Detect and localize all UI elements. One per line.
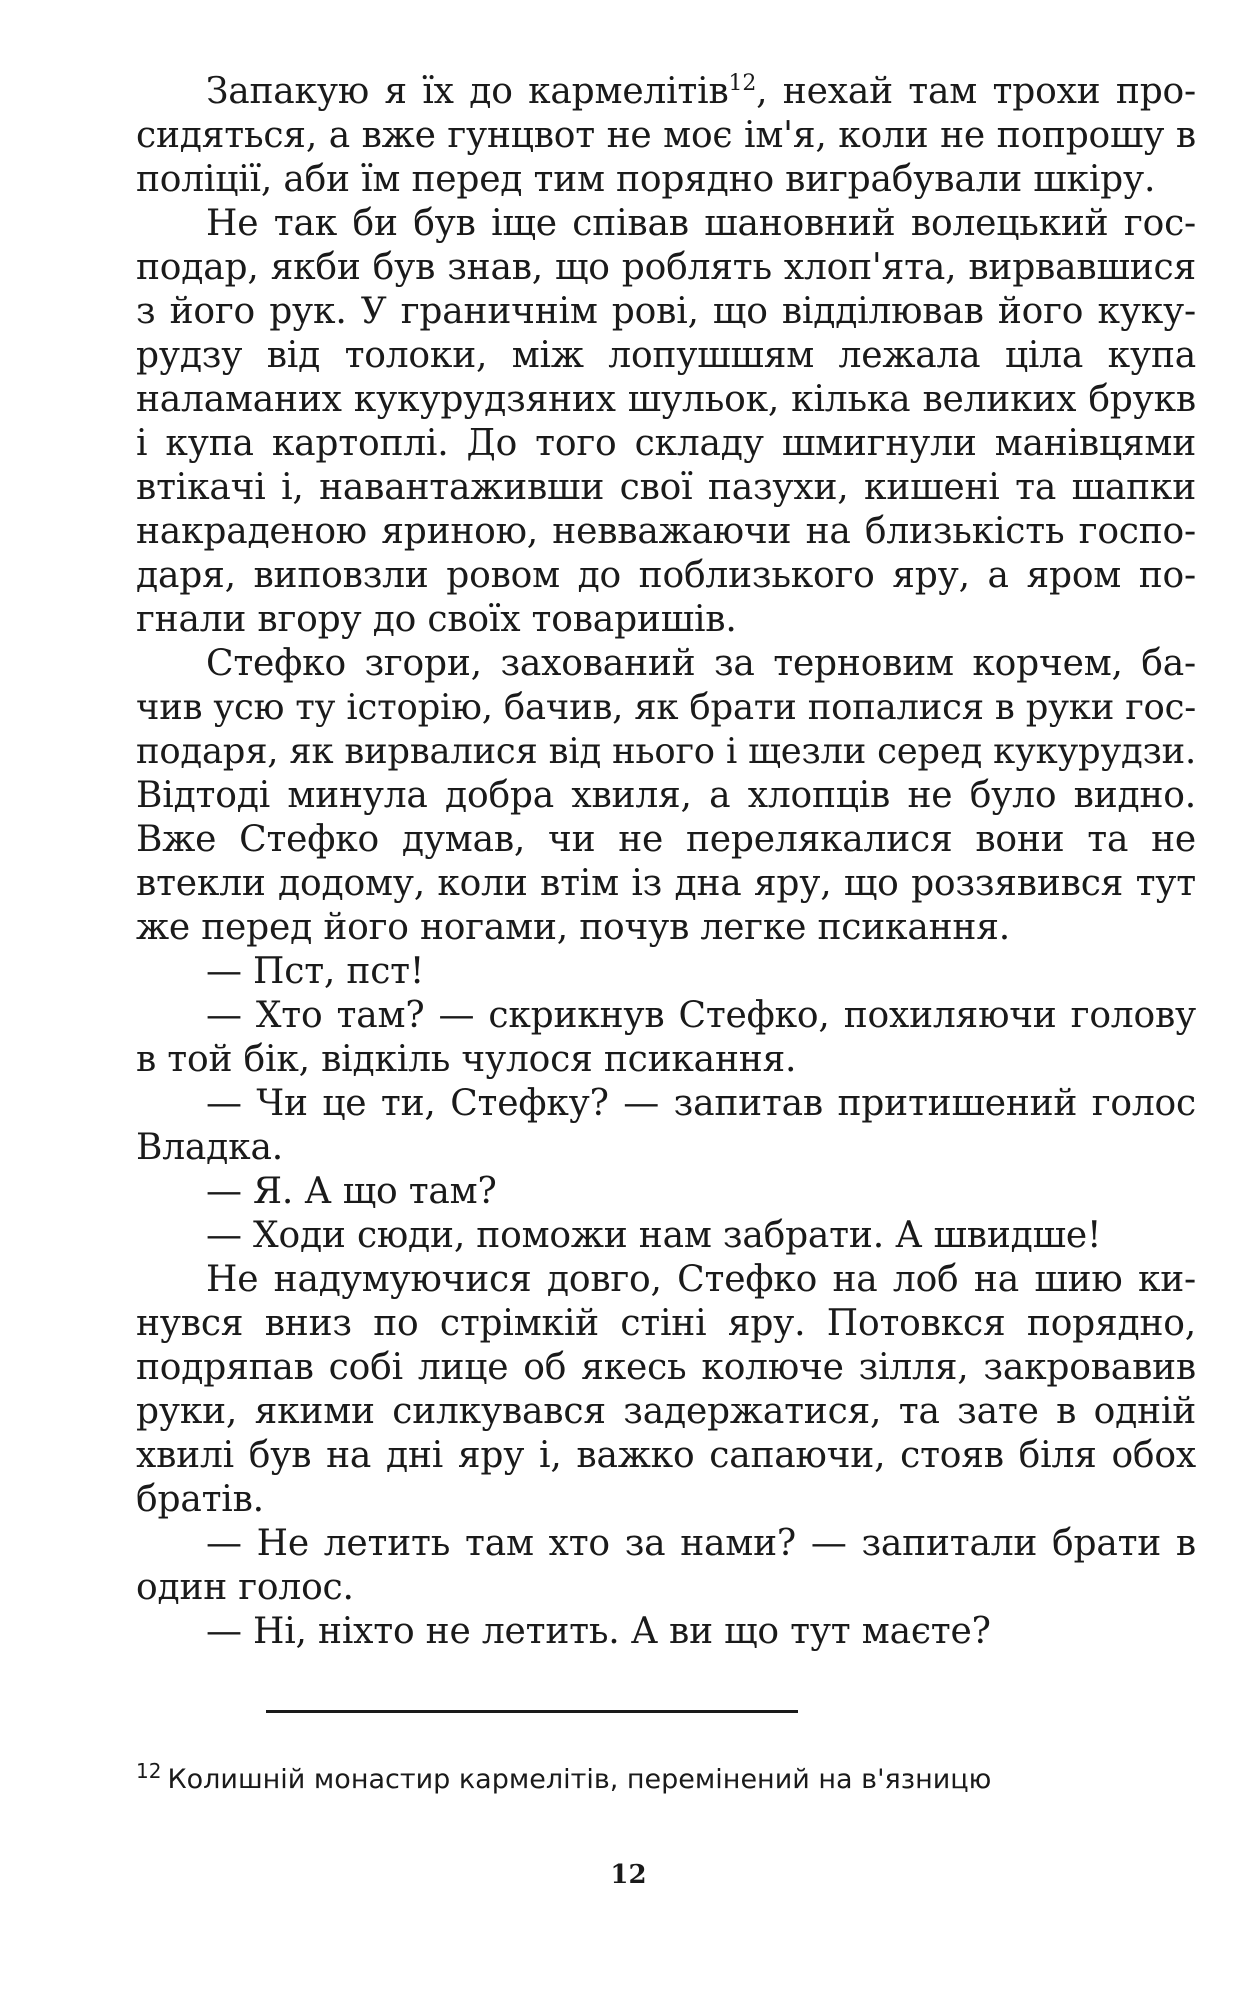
line-text: Не так би був іще співав шановний волецький гос- — [206, 203, 1196, 244]
footnote-text: Колишній монастир кармелітів, перемінений на в'язницю — [167, 1764, 992, 1795]
line-text: подряпав собі лице об якесь колюче зілля, закровавив — [136, 1347, 1196, 1388]
text-line — [136, 1522, 1196, 1566]
text-line — [136, 950, 1196, 994]
line-text: наламаних кукурудзяних шульок, кілька великих брукв — [136, 379, 1196, 420]
text-line — [136, 1302, 1196, 1346]
text-line — [136, 1170, 1196, 1214]
line-text: — Не летить там хто за нами? — запитали брати в — [206, 1523, 1196, 1564]
line-text: поліції, аби їм перед тим порядно виграбували шкіру. — [136, 159, 1156, 200]
line-text: в той бік, відкіль чулося псикання. — [136, 1039, 797, 1080]
text-line — [136, 1038, 1196, 1082]
line-text: втекли додому, коли втім із дна яру, що роззявився тут — [136, 863, 1196, 904]
text-line — [136, 686, 1196, 730]
line-text: — Пст, пст! — [206, 951, 425, 992]
line-text: Вже Стефко думав, чи не перелякалися вони та не — [136, 819, 1196, 860]
text-line — [136, 158, 1196, 202]
text-line — [136, 994, 1196, 1038]
text-line — [136, 774, 1196, 818]
line-text: же перед його ногами, почув легке псикання. — [136, 907, 1010, 948]
text-line — [136, 1434, 1196, 1478]
line-text: — Ні, ніхто не летить. А ви що тут маєте? — [206, 1611, 991, 1652]
line-text: нувся вниз по стрімкій стіні яру. Потовкся порядно, — [136, 1303, 1196, 1344]
text-line — [136, 730, 1196, 774]
footnote — [136, 1759, 1196, 1798]
line-text: хвилі був на дні яру і, важко сапаючи, стояв біля обох — [136, 1435, 1196, 1476]
text-line — [136, 1390, 1196, 1434]
text-line — [136, 818, 1196, 862]
line-text: — Я. А що там? — [206, 1171, 497, 1212]
text-line — [136, 114, 1196, 158]
line-text: рудзу від толоки, між лопушшям лежала ціла купа — [136, 335, 1196, 376]
line-text: з його рук. У граничнім рові, що відділював його куку- — [136, 291, 1196, 332]
line-text: сидяться, а вже гунцвот не моє ім'я, коли не попрошу в — [136, 115, 1196, 156]
text-line — [136, 466, 1196, 510]
line-text: — Хто там? — скрикнув Стефко, похиляючи голову — [206, 995, 1196, 1036]
text-line — [136, 1610, 1196, 1654]
line-text: чив усю ту історію, бачив, як брати попалися в руки гос- — [136, 687, 1196, 728]
text-line — [136, 554, 1196, 598]
text-line — [136, 334, 1196, 378]
line-text: втікачі і, навантаживши свої пазухи, кишені та шапки — [136, 467, 1196, 508]
footnote-number: 12 — [136, 1759, 162, 1783]
line-text: — Чи це ти, Стефку? — запитав притишений голос — [206, 1083, 1196, 1124]
line-text: Стефко згори, захований за терновим корчем, ба- — [206, 643, 1196, 684]
footnote-marker: 12 — [728, 71, 757, 96]
line-text: подар, якби був знав, що роблять хлоп'ята, вирвавшися — [136, 247, 1196, 288]
text-line — [136, 1214, 1196, 1258]
text-line — [136, 422, 1196, 466]
body-text — [136, 70, 1196, 1654]
line-text-continued: , нехай там трохи про- — [756, 71, 1196, 112]
text-line — [136, 1126, 1196, 1170]
line-text: і купа картоплі. До того складу шмигнули манівцями — [136, 423, 1196, 464]
line-text: братів. — [136, 1479, 264, 1520]
text-line — [136, 70, 1196, 114]
text-line — [136, 1258, 1196, 1302]
line-text: — Ходи сюди, поможи нам забрати. А швидше! — [206, 1215, 1102, 1256]
line-text: Відтоді минула добра хвиля, а хлопців не було видно. — [136, 775, 1196, 816]
text-line — [136, 1566, 1196, 1610]
text-line — [136, 510, 1196, 554]
text-line — [136, 642, 1196, 686]
line-text: гнали вгору до своїх товаришів. — [136, 599, 737, 640]
line-text: один голос. — [136, 1567, 354, 1608]
line-text: Запакую я їх до кармелітів — [206, 71, 729, 112]
line-text: руки, якими силкувався задержатися, та зате в одній — [136, 1391, 1196, 1432]
line-text: подаря, як вирвалися від нього і щезли серед кукурудзи. — [136, 731, 1196, 772]
text-line — [136, 378, 1196, 422]
text-line — [136, 1478, 1196, 1522]
text-line — [136, 202, 1196, 246]
footnote-separator — [266, 1710, 798, 1713]
line-text: накраденою яриною, невважаючи на близькість госпо- — [136, 511, 1196, 552]
text-line — [136, 598, 1196, 642]
line-text: Владка. — [136, 1127, 283, 1168]
text-line — [136, 1346, 1196, 1390]
page-number: 12 — [610, 1860, 647, 1890]
text-line — [136, 862, 1196, 906]
text-line — [136, 290, 1196, 334]
text-line — [136, 246, 1196, 290]
text-line — [136, 1082, 1196, 1126]
text-line — [136, 906, 1196, 950]
line-text: Не надумуючися довго, Стефко на лоб на шию ки- — [206, 1259, 1196, 1300]
line-text: даря, виповзли ровом до поблизького яру, а яром по- — [136, 555, 1196, 596]
